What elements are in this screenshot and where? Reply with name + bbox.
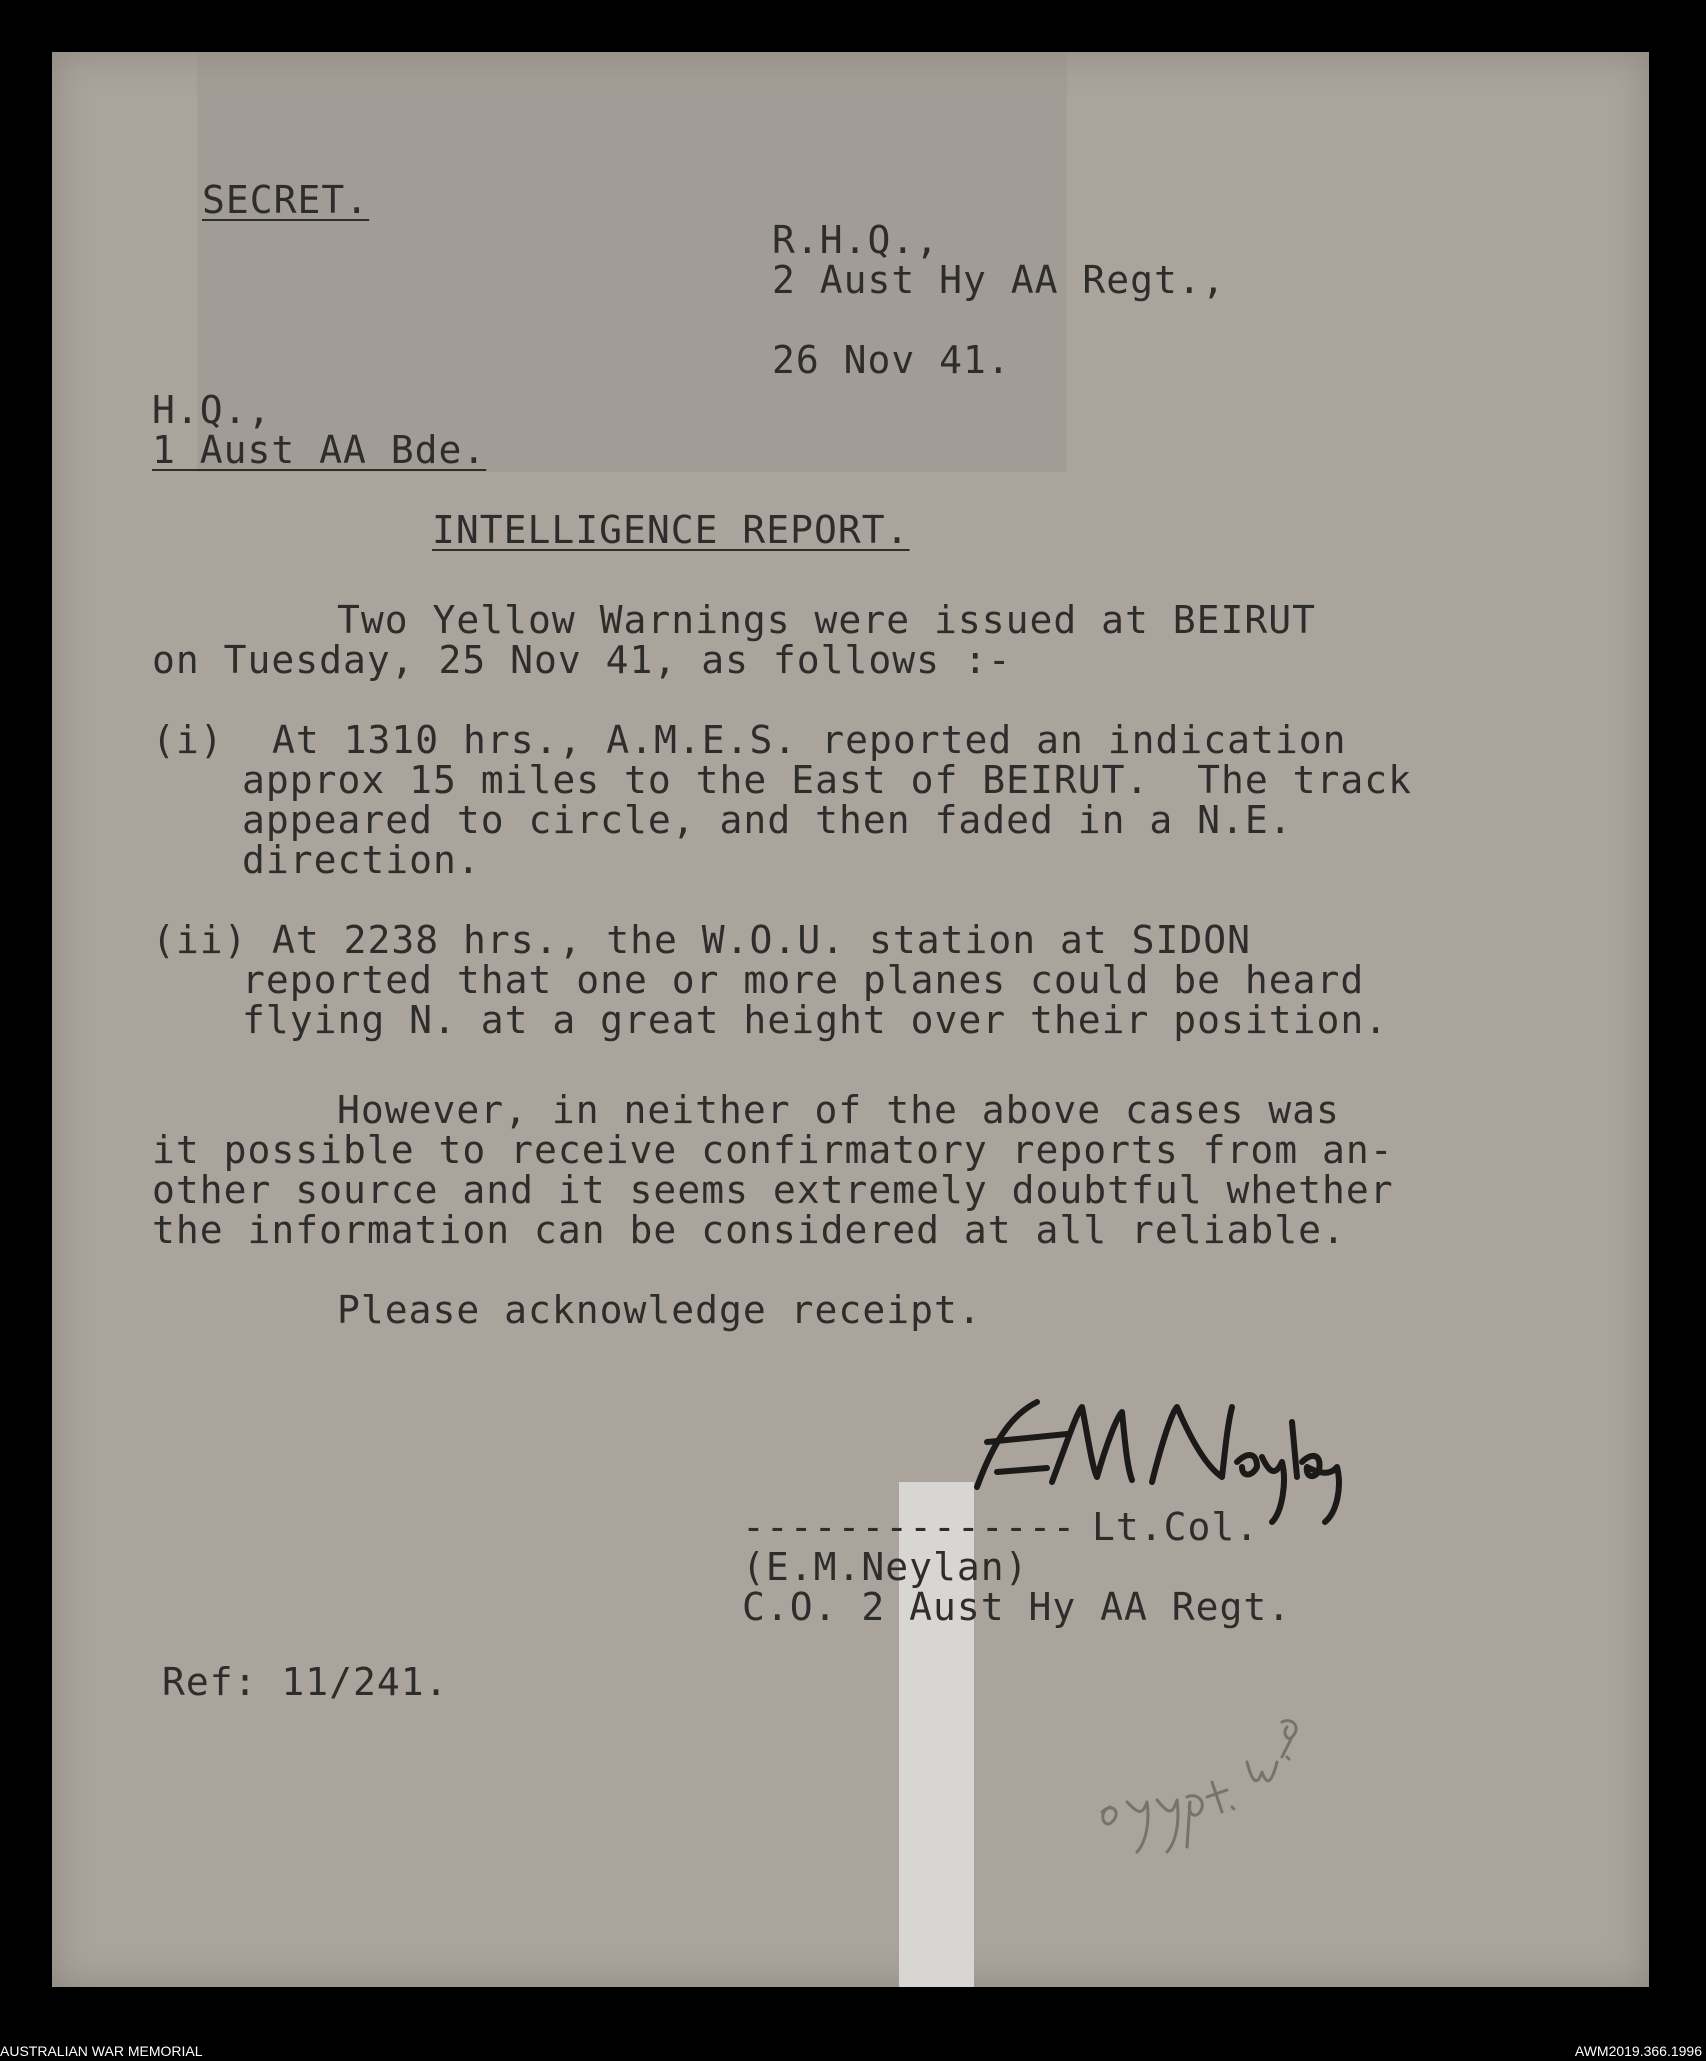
item-line: At 1310 hrs., A.M.E.S. reported an indication	[272, 718, 1347, 762]
conclusion-line: However, in neither of the above cases was	[337, 1088, 1340, 1132]
to-line-1: H.Q.,	[152, 388, 272, 432]
document-page	[52, 52, 1649, 1987]
to-line-2: 1 Aust AA Bde.	[152, 428, 487, 472]
conclusion-line: the information can be considered at all reliable.	[152, 1208, 1346, 1252]
archive-credit: AUSTRALIAN WAR MEMORIAL	[0, 2043, 203, 2059]
date-line: 26 Nov 41.	[772, 338, 1011, 382]
reference-number: Ref: 11/241.	[162, 1660, 449, 1704]
item-line: appeared to circle, and then faded in a N.E.	[242, 798, 1293, 842]
from-line-2: 2 Aust Hy AA Regt.,	[772, 258, 1226, 302]
archive-reference: AWM2019.366.1996	[1574, 2043, 1702, 2059]
conclusion-line: it possible to receive confirmatory reports from an-	[152, 1128, 1394, 1172]
pencil-annotation	[1082, 1662, 1332, 1862]
signature-name: (E.M.Neylan)	[742, 1545, 1029, 1589]
conclusion-line: other source and it seems extremely doubtful whether	[152, 1168, 1394, 1212]
closing-line: Please acknowledge receipt.	[337, 1288, 982, 1332]
item-line: flying N. at a great height over their position.	[242, 998, 1389, 1042]
intro-line-2: on Tuesday, 25 Nov 41, as follows :-	[152, 638, 1012, 682]
signature-dashes: --------------	[742, 1505, 1077, 1549]
item-line: approx 15 miles to the East of BEIRUT. The track	[242, 758, 1413, 802]
intro-line-1: Two Yellow Warnings were issued at BEIRUT	[337, 598, 1316, 642]
item-marker: (ii)	[152, 918, 248, 962]
item-line: direction.	[242, 838, 481, 882]
item-marker: (i)	[152, 718, 224, 762]
classification-label: SECRET.	[202, 178, 370, 222]
from-line-1: R.H.Q.,	[772, 218, 940, 262]
signature-rank: Lt.Col.	[1092, 1505, 1260, 1549]
report-title: INTELLIGENCE REPORT.	[432, 508, 910, 552]
item-line: reported that one or more planes could be heard	[242, 958, 1365, 1002]
signature-title: C.O. 2 Aust Hy AA Regt.	[742, 1585, 1292, 1629]
item-line: At 2238 hrs., the W.O.U. station at SIDON	[272, 918, 1251, 962]
